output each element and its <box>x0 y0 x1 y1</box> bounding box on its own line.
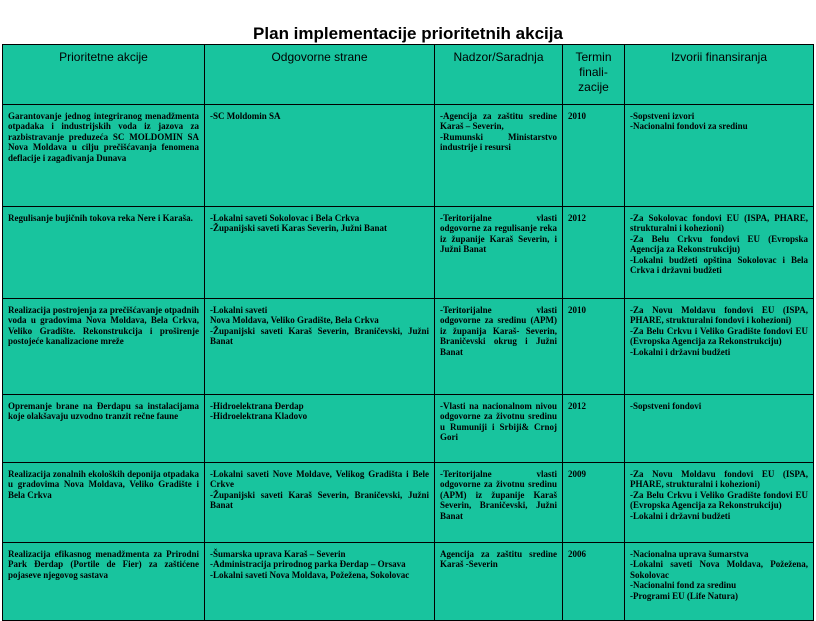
header-priority-actions: Prioritetne akcije <box>3 45 205 105</box>
header-funding-sources: Izvorii finansiranja <box>625 45 814 105</box>
cell-action: Regulisanje bujičnih tokova reka Nere i Karaša. <box>3 207 205 299</box>
cell-action: Opremanje brane na Đerdapu sa instalacijama koje olakšavaju uzvodno tranzit rečne faune <box>3 395 205 463</box>
cell-funding: -Nacionalna uprava šumarstva -Lokalni saveti Nova Moldava, Požežena, Sokolovac -Nacionalni fond za sredinu -Programi EU (Life Natura) <box>625 543 814 621</box>
cell-funding: -Sopstveni fondovi <box>625 395 814 463</box>
cell-oversight: Agencija za zaštitu sredine Karaš -Severin <box>435 543 563 621</box>
cell-funding: -Sopstveni izvori -Nacionalni fondovi za sredinu <box>625 105 814 207</box>
cell-term: 2006 <box>563 543 625 621</box>
cell-funding: -Za Novu Moldavu fondovi EU (ISPA, PHARE, strukturalni fondovi i kohezioni) -Za Belu Crkvu i Veliko Gradište fondovi EU (Evropska Agencija za Rekonstrukciju) -Lokalni i državni budžeti <box>625 299 814 395</box>
header-oversight-cooperation: Nadzor/Saradnja <box>435 45 563 105</box>
header-responsible-parties: Odgovorne strane <box>205 45 435 105</box>
cell-responsible: -Lokalni saveti Nova Moldava, Veliko Gradište, Bela Crkva -Županijski saveti Karaš Severin, Braničevski, Južni Banat <box>205 299 435 395</box>
cell-action: Garantovanje jednog integriranog menadžmenta otpadaka i industrijskih voda iz jazova za razbistravanje preduzeća SC MOLDOMIN SA Nova Moldava u cilju prečišćavanja fenomena deflacije i zagađivanja Dunava <box>3 105 205 207</box>
implementation-plan-table <box>2 44 814 621</box>
cell-funding: -Za Sokolovac fondovi EU (ISPA, PHARE, strukturalni i kohezioni) -Za Belu Crkvu fondovi EU (Evropska Agencija za Rekonstrukciju) -Lokalni budžeti opština Sokolovac i Bela Crkva i državni budžeti <box>625 207 814 299</box>
table-row <box>3 207 814 299</box>
table-row <box>3 105 814 207</box>
cell-action: Realizacija efikasnog menadžmenta za Prirodni Park Đerdap (Portile de Fier) za zaštićene pojaseve njegovog sastava <box>3 543 205 621</box>
cell-term: 2010 <box>563 299 625 395</box>
cell-oversight: -Vlasti na nacionalnom nivou odgovorne za životnu sredinu u Rumuniji i Srbiji& Crnoj Gori <box>435 395 563 463</box>
cell-responsible: -Lokalni saveti Nove Moldave, Velikog Gradišta i Bele Crkve -Županijski saveti Karaš Severin, Braničevski, Južni Banat <box>205 463 435 543</box>
table-row <box>3 463 814 543</box>
cell-responsible: -Hidroelektrana Đerdap -Hidroelektrana Kladovo <box>205 395 435 463</box>
table-row <box>3 543 814 621</box>
header-row <box>3 45 814 105</box>
cell-oversight: -Teritorijalne vlasti odgovorne za životnu sredinu (APM) iz županije Karaš Severin, Braničevski, Južni Banat <box>435 463 563 543</box>
cell-oversight: -Agencija za zaštitu sredine Karaš – Severin, -Rumunski Ministarstvo industrije i resursi <box>435 105 563 207</box>
cell-responsible: -SC Moldomin SA <box>205 105 435 207</box>
cell-funding: -Za Novu Moldavu fondovi EU (ISPA, PHARE, strukturalni i kohezioni) -Za Belu Crkvu i Veliko Gradište fondovi EU (Evropska Agencija za Rekonstrukciju) -Lokalni i državni budžeti <box>625 463 814 543</box>
cell-action: Realizacija postrojenja za prečišćavanje otpadnih voda u gradovima Nova Moldava, Bela Crkva, Veliko Gradište. Rekonstrukcija i proširenje postojeće kanalizacione mreže <box>3 299 205 395</box>
header-completion-term: Termin finali-zacije <box>563 45 625 105</box>
cell-oversight: -Teritorijalne vlasti odgovorne za sredinu (APM) iz županija Karaš- Severin, Braničevski okrug i Južni Banat <box>435 299 563 395</box>
cell-term: 2012 <box>563 395 625 463</box>
cell-term: 2012 <box>563 207 625 299</box>
cell-oversight: -Teritorijalne vlasti odgovorne za regulisanje reka iz županije Karaš Severin, i Južni Banat <box>435 207 563 299</box>
cell-action: Realizacija zonalnih ekoloških deponija otpadaka u gradovima Nova Moldava, Veliko Gradište i Bela Crkva <box>3 463 205 543</box>
cell-term: 2009 <box>563 463 625 543</box>
cell-responsible: -Šumarska uprava Karaš – Severin -Administracija prirodnog parka Đerdap – Orsava -Lokalni saveti Nova Moldava, Požežena, Sokolovac <box>205 543 435 621</box>
table-row <box>3 299 814 395</box>
table-row <box>3 395 814 463</box>
cell-responsible: -Lokalni saveti Sokolovac i Bela Crkva -Županijski saveti Karas Severin, Južni Banat <box>205 207 435 299</box>
cell-term: 2010 <box>563 105 625 207</box>
page-title: Plan implementacije prioritetnih akcija <box>253 24 563 43</box>
